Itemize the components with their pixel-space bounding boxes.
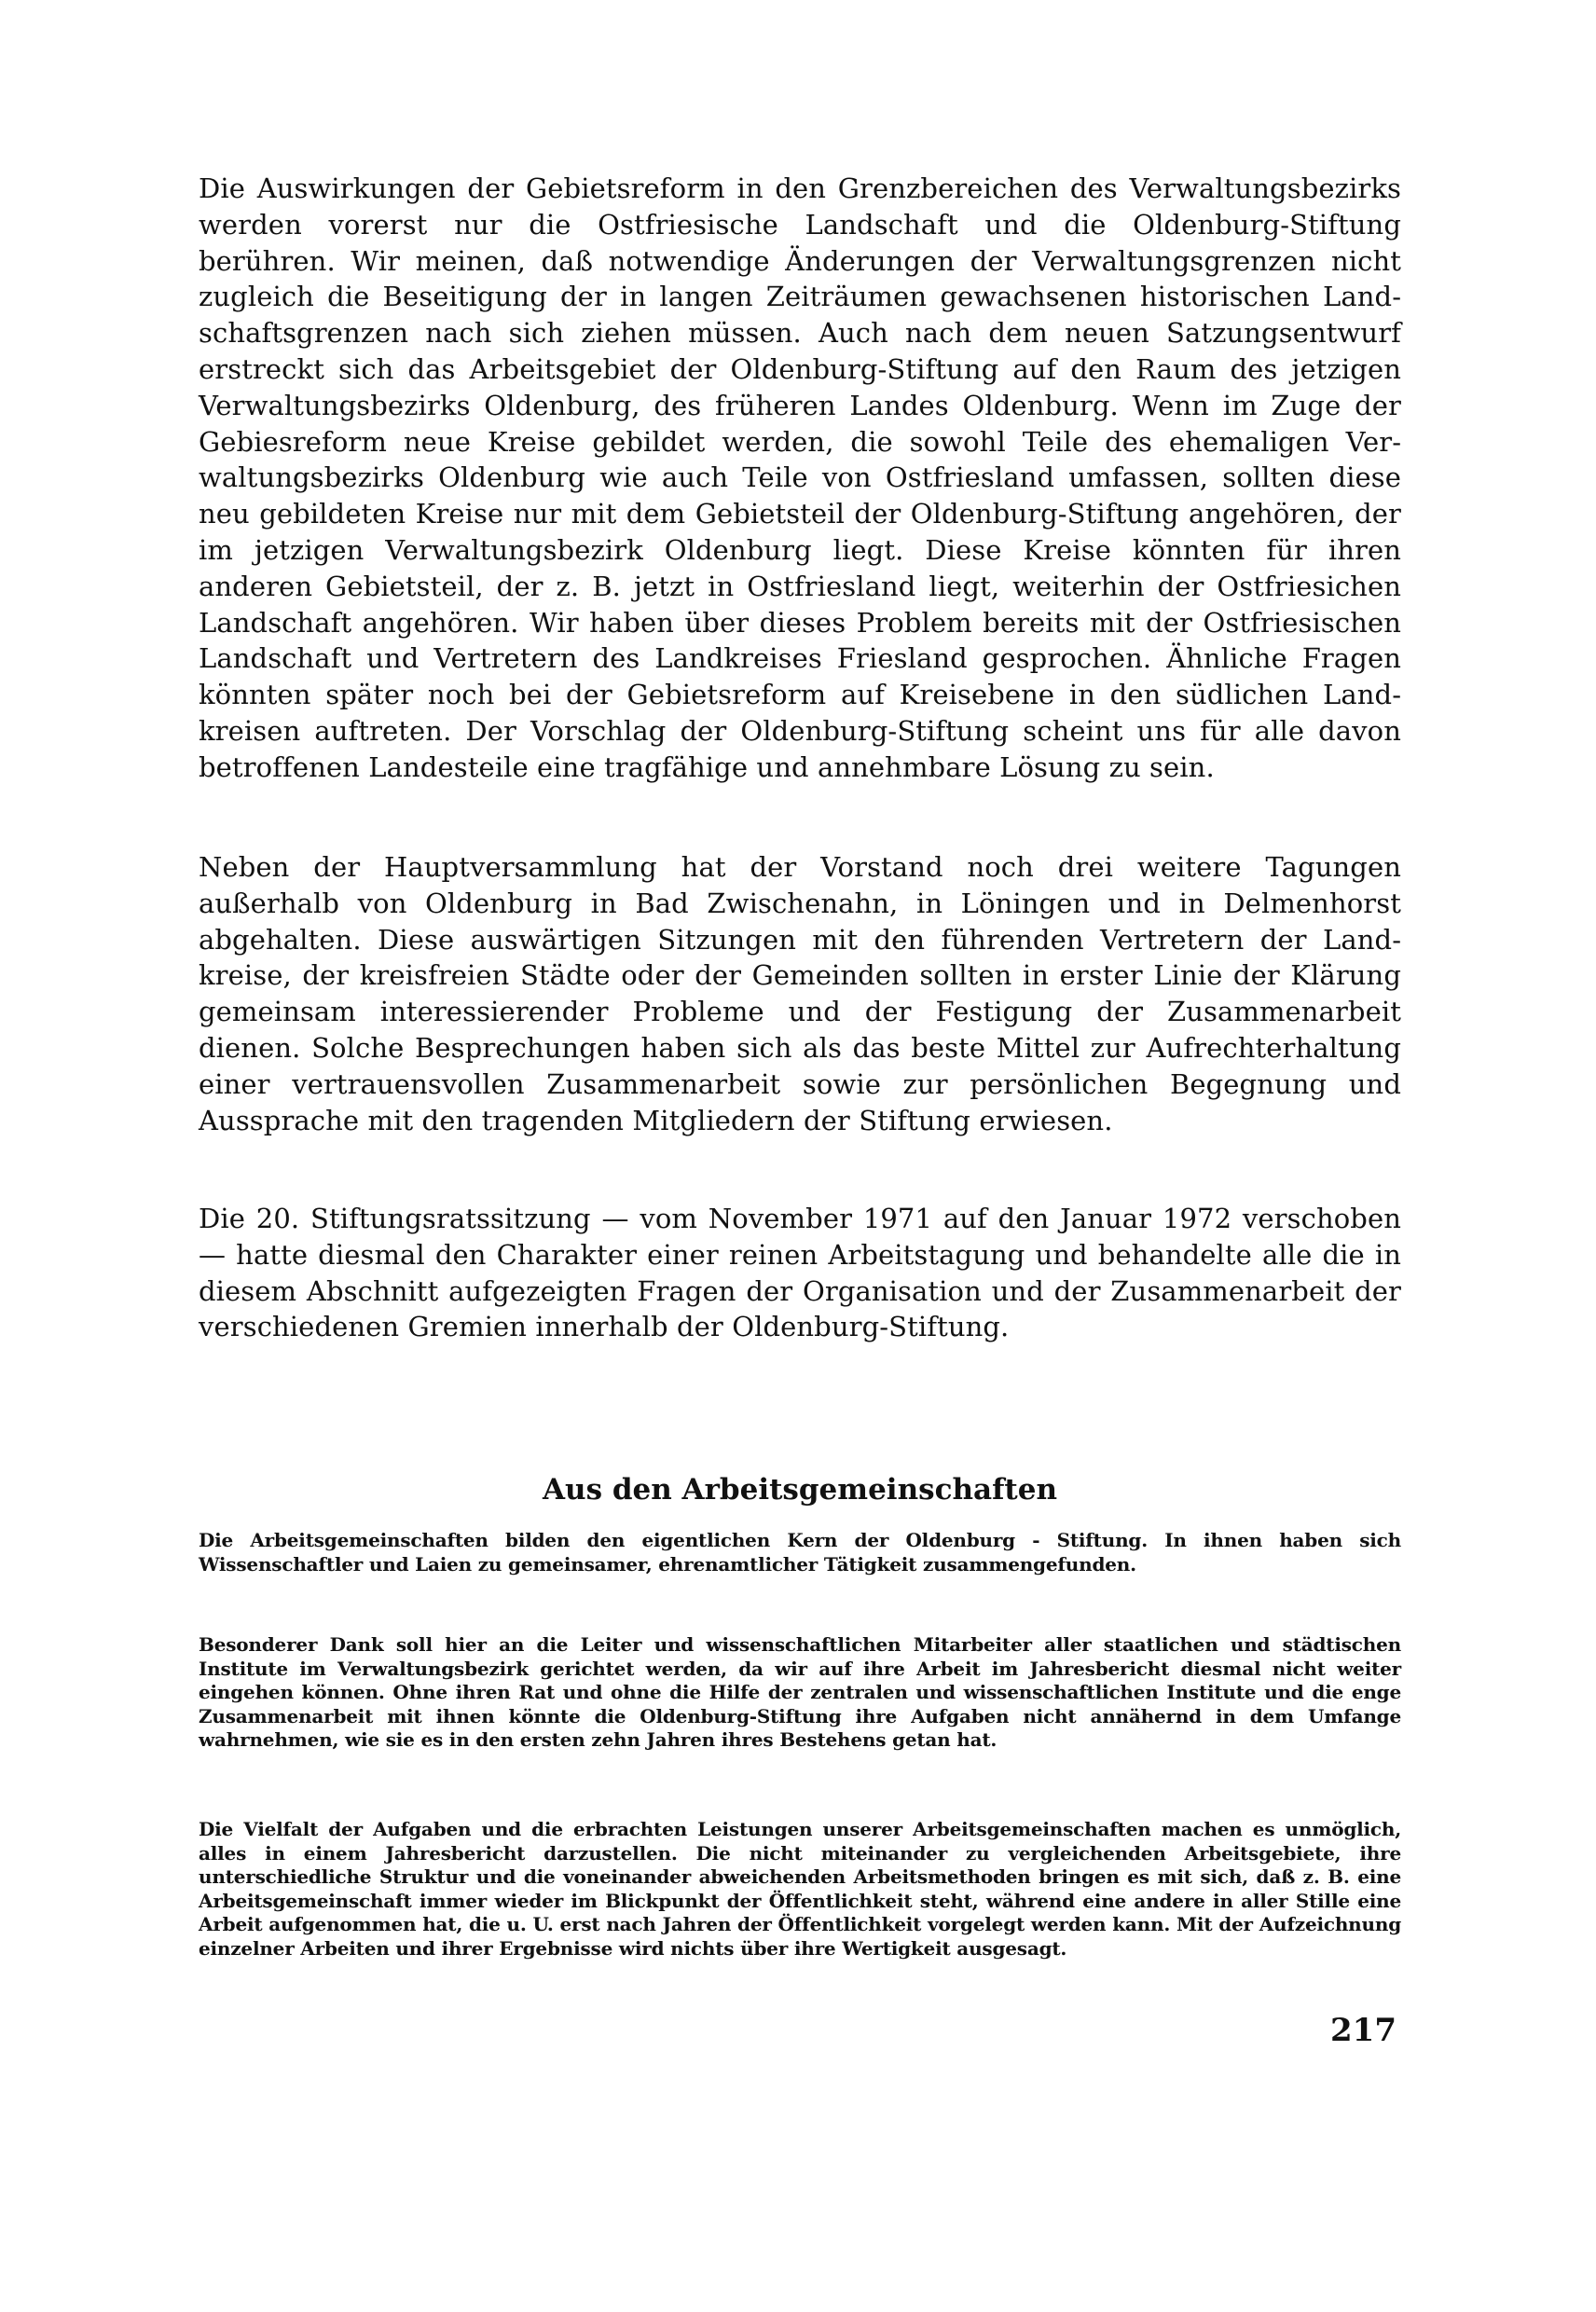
paragraph-gebietsreform: Die Auswirkungen der Gebietsreform in den Grenzbereichen des Verwaltungsbezirks werden vorerst nur die Ostfriesische Landschaft und die Oldenburg-Stiftung berühren. Wir meinen, daß notwendige Änderungen der Verwaltungsgrenzen nicht zugleich die Beseitigung der in langen Zeiträumen gewachsenen historischen Landschaftsgrenzen nach sich ziehen müssen. Auch nach dem neuen Satzungsentwurf erstreckt sich das Arbeitsgebiet der Oldenburg-Stiftung auf den Raum des jetzigen Verwaltungsbezirks Oldenburg, des früheren Landes Oldenburg. Wenn im Zuge der Gebiesreform neue Kreise gebildet werden, die sowohl Teile des ehemaligen Verwaltungsbezirks Oldenburg wie auch Teile von Ostfriesland umfassen, sollten diese neu gebildeten Kreise nur mit dem Gebietsteil der Oldenburg-Stiftung angehören, der im jetzigen Verwaltungsbezirk Oldenburg liegt. Diese Kreise könnten für ihren anderen Gebietsteil, der z. B. jetzt in Ostfriesland liegt, weiterhin der Ostfriesichen Landschaft angehören. Wir haben über dieses Problem bereits mit der Ostfriesischen Landschaft und Vertretern des Landkreises Friesland gesprochen. Ähnliche Fragen könnten später noch bei der Gebietsreform auf Kreisebene in den südlichen Landkreisen auftreten. Der Vorschlag der Oldenburg-Stiftung scheint uns für alle davon betroffenen Landesteile eine tragfähige und annehmbare Lösung zu sein. — [199, 172, 1401, 783]
section-paragraph-kern: Die Arbeitsgemeinschaften bilden den eigentlichen Kern der Oldenburg - Stiftung. In ihnen haben sich Wissenschaftler und Laien zu gemeinsamer, ehrenamtlicher Tätigkeit zusammengefunden. — [199, 1529, 1401, 1576]
section-paragraph-vielfalt: Die Vielfalt der Aufgaben und die erbrachten Leistungen unserer Arbeitsgemeinschaften machen es unmöglich, alles in einem Jahresbericht darzustellen. Die nicht miteinander zu vergleichenden Arbeitsgebiete, ihre unterschiedliche Struktur und die voneinander abweichenden Arbeitsmethoden bringen es mit sich, daß z. B. eine Arbeitsgemeinschaft immer wieder im Blickpunkt der Öffentlichkeit steht, während eine andere in aller Stille eine Arbeit aufgenommen hat, die u. U. erst nach Jahren der Öffentlichkeit vorgelegt werden kann. Mit der Aufzeichnung einzelner Arbeiten und ihrer Ergebnisse wird nichts über ihre Wertigkeit ausgesagt. — [199, 1818, 1401, 1960]
paragraph-stiftungsratssitzung: Die 20. Stiftungsratssitzung — vom November 1971 auf den Januar 1972 verschoben — hatte diesmal den Charakter einer reinen Arbeitstagung und behandelte alle die in diesem Abschnitt aufgezeigten Fragen der Organisation und der Zusammenarbeit der verschiedenen Gremien innerhalb der Oldenburg-Stiftung. — [199, 1203, 1401, 1343]
section-heading: Aus den Arbeitsgemeinschaften — [542, 1473, 1057, 1507]
page-number: 217 — [1330, 2012, 1396, 2049]
paragraph-hauptversammlung: Neben der Hauptversammlung hat der Vorstand noch drei weitere Tagungen außerhalb von Oldenburg in Bad Zwischenahn, in Löningen und in Delmenhorst abgehalten. Diese auswärtigen Sitzungen mit den führenden Vertretern der Landkreise, der kreisfreien Städte oder der Gemeinden sollten in erster Linie der Klärung gemeinsam interessierender Probleme und der Festigung der Zusammenarbeit dienen. Solche Besprechungen haben sich als das beste Mittel zur Aufrechterhaltung einer vertrauensvollen Zusammenarbeit sowie zur persönlichen Begegnung und Aussprache mit den tragenden Mitgliedern der Stiftung erwiesen. — [199, 851, 1401, 1136]
section-paragraph-dank: Besonderer Dank soll hier an die Leiter und wissenschaftlichen Mitarbeiter aller staatlichen und städtischen Institute im Verwaltungsbezirk gerichtet werden, da wir auf ihre Arbeit im Jahresbericht diesmal nicht weiter eingehen können. Ohne ihren Rat und ohne die Hilfe der zentralen und wissenschaftlichen Institute und die enge Zusammenarbeit mit ihnen könnte die Oldenburg-Stiftung ihre Aufgaben nicht annähernd in dem Umfange wahrnehmen, wie sie es in den ersten zehn Jahren ihres Bestehens getan hat. — [199, 1633, 1401, 1751]
